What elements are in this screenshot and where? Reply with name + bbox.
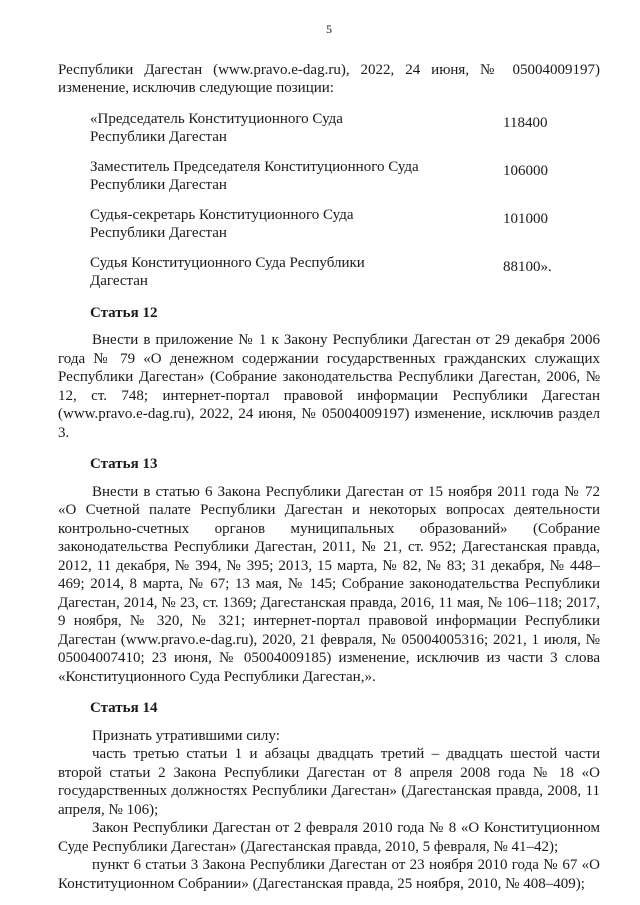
- article-14-item: Закон Республики Дагестан от 2 февраля 2010 года № 8 «О Конституционном Суде Республики Дагестан» (Дагестанская правда, 2010, 5 февраля, № 41–42);: [58, 820, 600, 855]
- article-14-item: пункт 6 статьи 3 Закона Республики Дагестан от 23 ноября 2010 года № 67 «О Конституционном Собрании» (Дагестанская правда, 25 ноября, 2010, № 408–409);: [58, 857, 600, 892]
- article-14-lead: Признать утратившими силу:: [92, 727, 280, 744]
- article-14-title: Статья 14: [90, 700, 158, 716]
- position-salary: 106000: [503, 162, 548, 179]
- position-name: Судья-секретарь Конституционного Суда Республики Дагестан: [90, 206, 354, 241]
- positions-list: [90, 110, 598, 291]
- position-name: «Председатель Конституционного Суда Республики Дагестан: [90, 110, 343, 145]
- article-13-text: Внести в статью 6 Закона Республики Дагестан от 15 ноября 2011 года № 72 «О Счетной палате Республики Дагестан и некоторых вопросах деятельности контрольно-счетных органов муниципальных образований» (Собрание законодательства Республики Дагестан, 2011, № 21, ст. 952; Дагестанская правда, 2012, 11 декабря, № 394, № 395; 2013, 15 марта, № 82, № 83; 31 декабря, № 448–469; 2014, 8 марта, № 67; 13 мая, № 145; Собрание законодательства Республики Дагестан, 2014, № 23, ст. 1369; Дагестанская правда, 2016, 11 мая, № 106–118; 2017, 9 ноября, № 320, № 321; интернет-портал правовой информации Республики Дагестан (www.pravo.e-dag.ru), 2020, 21 февраля, № 05004005316; 2021, 1 июля, № 05004007410; 23 июня, № 05004009185) изменение, исключив из части 3 слова «Конституционного Суда Республики Дагестан,».: [58, 483, 600, 685]
- position-name: Судья Конституционного Суда Республики Дагестан: [90, 254, 365, 289]
- position-row: [90, 158, 598, 195]
- page-number: 5: [326, 22, 332, 36]
- article-14-item: часть третью статьи 1 и абзацы двадцать третий – двадцать шестой части второй статьи 2 Закона Республики Дагестан от 8 апреля 2008 года № 18 «О государственных должностях Республики Дагестан» (Дагестанская правда, 2008, 11 апреля, № 106);: [58, 746, 600, 818]
- position-name: Заместитель Председателя Конституционного Суда Республики Дагестан: [90, 158, 419, 193]
- position-row: [90, 254, 598, 291]
- position-salary: 88100».: [503, 258, 552, 275]
- document-page: [58, 20, 600, 893]
- position-salary: 118400: [503, 114, 548, 131]
- position-row: [90, 110, 598, 147]
- article-12-title: Статья 12: [90, 304, 158, 321]
- position-row: [90, 206, 598, 243]
- article-12-text: Внести в приложение № 1 к Закону Республики Дагестан от 29 декабря 2006 года № 79 «О денежном содержании государственных гражданских служащих Республики Дагестан» (Собрание законодательства Республики Дагестан, 2006, № 12, ст. 748; интернет-портал правовой информации Республики Дагестан (www.pravo.e-dag.ru), 2022, 24 июня, № 05004009197) изменение, исключив раздел 3.: [58, 332, 600, 441]
- position-salary: 101000: [503, 210, 548, 227]
- intro-paragraph: Республики Дагестан (www.pravo.e-dag.ru), 2022, 24 июня, № 05004009197) изменение, исключив следующие позиции:: [58, 61, 600, 96]
- article-13-title: Статья 13: [90, 456, 158, 472]
